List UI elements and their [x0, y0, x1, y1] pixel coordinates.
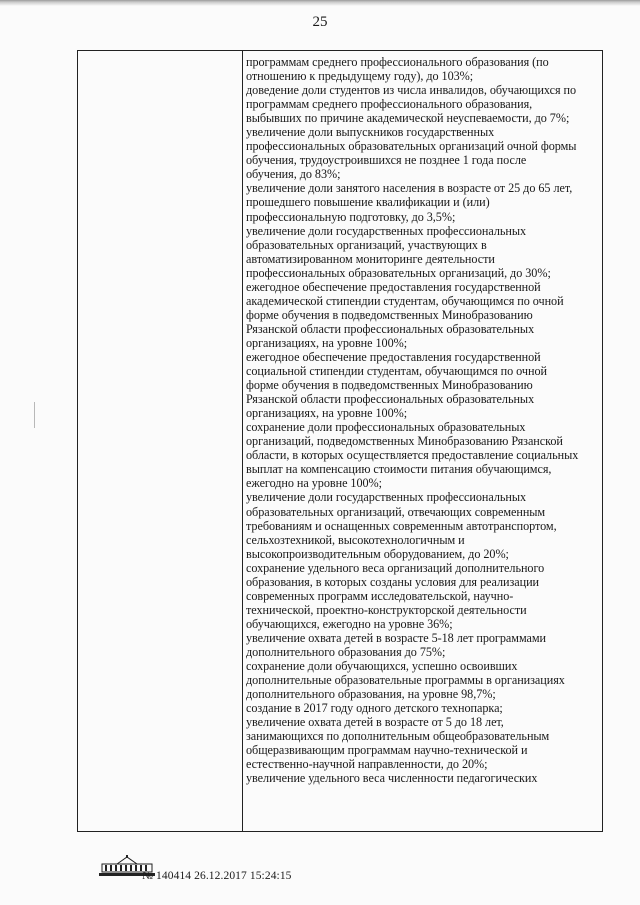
text-line: дополнительного образования до 75%;: [246, 644, 446, 659]
text-line: сельхозтехникой, высокотехнологичным и: [246, 532, 465, 547]
text-line: образовательных организаций, участвующих в: [246, 237, 487, 252]
text-line: обучающихся, ежегодно на уровне 36%;: [246, 616, 453, 631]
text-line: современных программ исследовательской, научно-: [246, 588, 514, 603]
text-line: организаций, подведомственных Минобразованию Рязанской: [246, 434, 563, 449]
text-line: Рязанской области профессиональных образовательных: [246, 392, 535, 407]
registration-stamp: № 140414 26.12.2017 15:24:15: [142, 870, 292, 882]
text-line: академической стипендии студентам, обучающимся по очной: [246, 293, 564, 308]
text-line: ежегодно на уровне 100%;: [246, 476, 382, 491]
text-line: прошедшего повышение квалификации и (или): [246, 195, 490, 210]
text-line: области, в которых осуществляется предоставление социальных: [246, 448, 579, 463]
text-line: обучения, трудоустроившихся не позднее 1 года после: [246, 153, 527, 168]
text-line: дополнительные образовательные программы в организациях: [246, 673, 565, 688]
text-line: отношению к предыдущему году), до 103%;: [246, 69, 474, 84]
text-line: социальной стипендии студентам, обучающимся по очной: [246, 364, 547, 379]
text-line: высокопроизводительным оборудованием, до 20%;: [246, 546, 509, 561]
text-line: автоматизированном мониторинге деятельности: [246, 251, 495, 266]
text-line: выплат на компенсацию стоимости питания обучающимся,: [246, 462, 552, 477]
scan-edge: [0, 0, 640, 6]
table-frame: [77, 50, 603, 832]
text-line: сохранение доли обучающихся, успешно освоивших: [246, 659, 518, 674]
text-line: программам среднего профессионального образования,: [246, 97, 533, 112]
text-line: Рязанской области профессиональных образовательных: [246, 321, 535, 336]
text-line: образования, в которых созданы условия для реализации: [246, 574, 540, 589]
text-line: требованиям и оснащенных современным автотранспортом,: [246, 518, 557, 533]
text-line: обучения, до 83%;: [246, 167, 341, 182]
text-line: создание в 2017 году одного детского технопарка;: [246, 701, 503, 716]
text-line: увеличение удельного веса численности педагогических: [246, 771, 538, 786]
text-line: увеличение доли выпускников государственных: [246, 125, 495, 140]
text-line: сохранение доли профессиональных образовательных: [246, 420, 526, 435]
text-line: увеличение доли государственных профессиональных: [246, 490, 527, 505]
column-divider: [242, 51, 243, 831]
text-line: организациях, на уровне 100%;: [246, 335, 408, 350]
text-line: общеразвивающим программам научно-технической и: [246, 743, 528, 758]
text-line: организациях, на уровне 100%;: [246, 406, 408, 421]
text-line: профессиональных образовательных организаций, до 30%;: [246, 265, 551, 280]
text-line: увеличение охвата детей в возрасте 5-18 лет программами: [246, 630, 547, 645]
table-cell-text: [246, 55, 598, 785]
scan-margin-mark: [34, 402, 35, 428]
text-line: увеличение доли занятого населения в возрасте от 25 до 65 лет,: [246, 181, 573, 196]
text-line: форме обучения в подведомственных Минобразованию: [246, 378, 533, 393]
page-number: 25: [312, 14, 328, 30]
text-line: доведение доли студентов из числа инвалидов, обучающихся по: [246, 83, 577, 98]
text-line: естественно-научной направленности, до 20%;: [246, 757, 488, 772]
text-line: профессиональных образовательных организаций очной формы: [246, 139, 577, 154]
text-line: ежегодное обеспечение предоставления государственной: [246, 349, 541, 364]
text-line: дополнительного образования, на уровне 98,7%;: [246, 687, 496, 702]
text-line: занимающихся по дополнительным общеобразовательным: [246, 729, 550, 744]
text-line: форме обучения в подведомственных Минобразованию: [246, 307, 533, 322]
text-line: увеличение доли государственных профессиональных: [246, 223, 527, 238]
text-line: ежегодное обеспечение предоставления государственной: [246, 279, 541, 294]
text-line: увеличение охвата детей в возрасте от 5 до 18 лет,: [246, 715, 504, 730]
text-line: программам среднего профессионального образования (по: [246, 55, 549, 69]
text-line: технической, проектно-конструкторской деятельности: [246, 602, 527, 617]
text-line: профессиональную подготовку, до 3,5%;: [246, 209, 456, 224]
text-line: выбывших по причине академической неуспеваемости, до 7%;: [246, 111, 570, 126]
text-line: образовательных организаций, отвечающих современным: [246, 504, 546, 519]
text-line: сохранение удельного веса организаций дополнительного: [246, 560, 545, 575]
